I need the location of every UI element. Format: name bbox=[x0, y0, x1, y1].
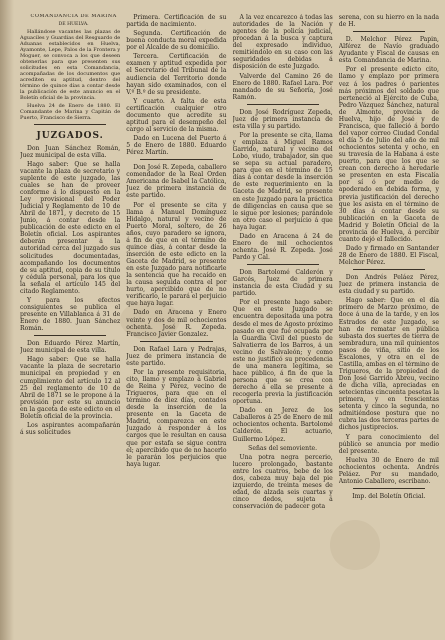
notice-header: COMANDANCIA DE MARINA bbox=[30, 14, 117, 19]
paragraph: D. Melchor Pérez Papin, Alférez de Navío graduado Ayudante y Fiscal de causas en esta Comandancia de Marina. bbox=[338, 36, 439, 65]
paragraph: Por la presente se cita, llama y emplaza á Miguel Ramos Garrido, natural y vecino del Lobo, viudo, trabajador, sin que se sepa su actual paradero, para que en el término de 15 días á contar desde la inserción de este requerimiento en la Gaceta de Madrid, se presente en este Juzgado para la práctica de diligencias en causa que se le sigue por lesiones; parándole en otro caso el perjuicio á que haya lugar. bbox=[232, 131, 333, 231]
column-1 bbox=[20, 14, 120, 634]
paragraph: Don José Rodríguez Zepeda, Juez de primera instancia de esta villa y su partido. bbox=[232, 108, 333, 130]
paragraph: A la vez encarezco á todas las autoridades de la Nación y agentes de la policía judicial, procedan á la busca y captura del expresado individuo, remitiéndolo en su caso con las seguridades debidas á disposición de este Juzgado. bbox=[232, 14, 333, 71]
paper-stain bbox=[120, 300, 180, 340]
divider bbox=[140, 159, 212, 160]
paragraph: Dado y firmado en Santander 28 de Enero de 1880. El Fiscal, Melchor Pérez. bbox=[338, 244, 439, 267]
paragraph: Hago saber: Que se halla vacante la plaza de secretario municipal en propiedad y en cumplimiento del artículo 12 al 25 del reglamento de 10 de Abril de 1871 se le propone á la provisión por este su anuncio en la gaceta de este edicto en el Boletín oficial de la provincia. bbox=[20, 356, 121, 420]
paragraph: Dado en Aracena y Enero veinte y dos de mil ochocientos ochenta. José R. Zepeda. Francisco Javier Gonzalez. bbox=[126, 309, 227, 338]
page-binding-shadow bbox=[0, 0, 14, 640]
paragraph: Dado en Aracena á 24 de Enero de mil ochocientos ochenta. José R. Zepeda. José Pardo y Cal. bbox=[232, 232, 333, 261]
paragraph: Don José R. Zepeda, caballero comendador de la Real Orden Americana de Isabel la Católica, Juez de primera instancia de este partido. bbox=[126, 164, 227, 200]
column-3 bbox=[233, 14, 333, 634]
paragraph: Dado en Lucena del Puerto á 5 de Enero de 1880. Eduardo Pérez Martín. bbox=[126, 135, 227, 157]
notice-subheader: DE HUELVA. bbox=[58, 21, 89, 27]
paragraph: Hago saber: Que en el día primero de Marzo próximo, de doce á una de la tarde, y en los Estrados de este Juzgado, se han de rematar en pública subasta dos suertes de tierra de sembradura, una mil quinientos pasos de viña, sitio de los Escalones, y otra en el de Castilla, ambas en el término de Trigueros, de la propiedad de Don José Garrido Abreu, vecino de dicha villa, apreciadas en setecientas cincuenta pesetas la primera, y en trescientas setenta y cinco la segunda, no admitiéndose postura que no cubra las dos terceras partes de dichos justiprecios. bbox=[338, 297, 439, 432]
divider bbox=[353, 269, 425, 270]
notice-signature: Huelva 24 de Enero de 1880. El Comandante de Marina y Capitán de Puerto, Francisco de Sierra. bbox=[20, 103, 121, 122]
paragraph: Por el presente edicto cito, llamo y emplazo por primera vez á los padres ó parientes más próximos del soldado que perteneció al Ejército de Cuba, Pedro Vázquez Sánchez, natural de Almonte, provincia de Huelva, hijo de José y de Francisca, que falleció á bordo del vapor correo Ciudad Condal el día 5 de Julio del año de mil ochocientos setenta y ocho, en su travesía de la Habana á este puerto, para que los que se crean con derecho á heredarle se presenten en esta Fiscalía por sí ó por medio de apoderado en debida forma, y previa justificación del derecho que les asista en el término de 30 días á contar desde su publicación en la Gaceta de Madrid y Boletín Oficial de la provincia de Huelva, á percibir cuanto dejó el fallecido. bbox=[338, 66, 439, 243]
imprint: Imp. del Boletín Oficial. bbox=[352, 492, 426, 500]
paragraph: Por la presente requisitoria, cito, llamo y emplazo á Gabriel de Reina y Pérez, vecino de Trigueros, para que en el término de diez días, contados desde la inserción de la presente en la Gaceta de Madrid, comparezca en este Juzgado á responder á los cargos que le resultan en causa que por estafa se sigue contra el; apercibido que de no hacerlo le pararán los perjuicios que haya lugar. bbox=[126, 368, 227, 468]
paragraph: Los aspirantes acompañarán á sus solicitudes bbox=[20, 421, 121, 436]
subheading: Señas del semoviente. bbox=[248, 444, 318, 452]
paragraph: Don Bartolomé Calderón y Garcés, Juez de primera instancia de esta Ciudad y su partido. bbox=[232, 269, 333, 298]
paragraph: Por el presente se cita y llama á Manuel Domínguez Hidalgo, natural y vecino de Puerto Moral, soltero, de 26 años, cuyo paradero se ignora, á fin de que en el término de quince días, á contar desde la inserción de este edicto en la Gaceta de Madrid, se presente en este Juzgado para notificarle la sentencia que ha recaído en la causa seguida contra el por hurto, apercibido que de no verificarlo, le parará el perjuicio que haya lugar. bbox=[126, 201, 227, 308]
divider bbox=[247, 104, 319, 105]
paragraph: Tercera. Certificación de examen y aptitud expedida por el Secretario del Tribunal de la audiencia del Territorio donde hayan sido examinados, con el V.º B.º de su presidente. bbox=[126, 53, 227, 96]
paragraph: Don Eduardo Pérez Martín, Juez municipal de esta villa. bbox=[20, 340, 121, 355]
paragraph: Y para los efectos consiguientes se publica el presente en Villablanca á 31 de Enero de 1880. Juan Sánchez Román. bbox=[20, 296, 121, 333]
paragraph: Primera. Certificación de su partida de nacimiento. bbox=[126, 14, 227, 29]
paragraph: Y para conocimiento del público se anuncia por medio del presente. bbox=[338, 433, 439, 455]
notice-body: Hallándose vacantes las plazas de Aguaciles y Guardias del Resguardo de Aduanas establecidos en Huelva, Ayamonte, Lepe, Palos de la Frontera y Moguer, se convoca a los que deseen obtenerlas para que presenten sus solicitudes en esta Comandancia, acompañadas de los documentos que acrediten su aptitud, dentro del término de quince días a contar desde la publicación de este anuncio en el Boletín oficial de la provincia. bbox=[20, 29, 121, 102]
divider bbox=[34, 335, 106, 336]
paragraph: Don Rafael Lara y Pedrajas, Juez de primera instancia de este partido. bbox=[126, 345, 227, 367]
section-title: JUZGADOS. bbox=[36, 131, 104, 142]
paragraph: Don Juan Sánchez Román, Juez municipal de esta villa. bbox=[20, 144, 121, 159]
paragraph: Segunda. Certificación de buena conducta moral expedida por el Alcalde de su domicilio. bbox=[126, 30, 227, 52]
divider bbox=[140, 341, 212, 342]
paragraph: Por el presente hago saber: Que en este Juzgado se encuentra depositada una potra desde el mes de Agosto próximo pasado en que fué ocupada por la Guardia Civil del puesto de Salvatierra de los Barros, á un vecino de Salvaleón; y como este no justificó su procedencia de una manera legítima, se hace público, á fin de que la persona que se crea con derecho á ella se presente á recogerla previa la justificación oportuna. bbox=[232, 299, 333, 406]
divider bbox=[247, 264, 319, 265]
paragraph: serena, con su hierro en la nada de H. bbox=[338, 14, 439, 29]
paragraph: Una potra negra percerio, lucero prolongado, bastante entre los cuatros, bebe de los dos, cabeza muy baja del pie izquierdo, de treinta meses de edad, de alzada seis cuartas y cinco dedos, sujeta á conservación de padecer gota bbox=[232, 453, 333, 511]
paragraph: Huelva 30 de Enero de mil ochocientos ochenta. Andrés Peláez. Por su mandado, Antonio Caballero, escribano. bbox=[338, 456, 439, 485]
divider bbox=[34, 124, 106, 125]
paragraph: Valverde del Camino 26 de Enero de 1880. Rafael Lara. Por mandado de su Señoría, José Ramón. bbox=[232, 72, 333, 101]
paragraph: Y cuarto. A falta de esta certificación cualquier otro documento que acredite su aptitud para el desempeño del cargo al servicio de la misma. bbox=[126, 97, 227, 133]
paragraph: Hago saber: Que se halla vacante la plaza de secretario y suplente de este juzgado, las cuales se han de proveer conforme á lo dispuesto en la Ley provisional del Poder Judicial y Reglamento de 10 de Abril de 1871, y decreto de 15 Junio, á contar desde la publicación de este edicto en el Boletín oficial. Los aspirantes deberán presentar á la autoridad cerca del juzgado sus solicitudes documentadas, acompañando los documentos de su aptitud, copia de su título y cédula personal, para los que la señala el artículo 145 del citado Reglamento. bbox=[20, 160, 121, 295]
paragraph: Don Andrés Peláez Pérez, Juez de primera instancia de esta ciudad y su partido. bbox=[338, 274, 439, 296]
paper-stain bbox=[330, 520, 380, 570]
divider bbox=[353, 488, 425, 489]
paragraph: Dado en Jerez de los Caballeros á 25 de Enero de mil ochocientos ochenta. Bartolomé Calderón. El actuario, Guillermo López. bbox=[232, 407, 333, 443]
divider bbox=[353, 31, 425, 32]
